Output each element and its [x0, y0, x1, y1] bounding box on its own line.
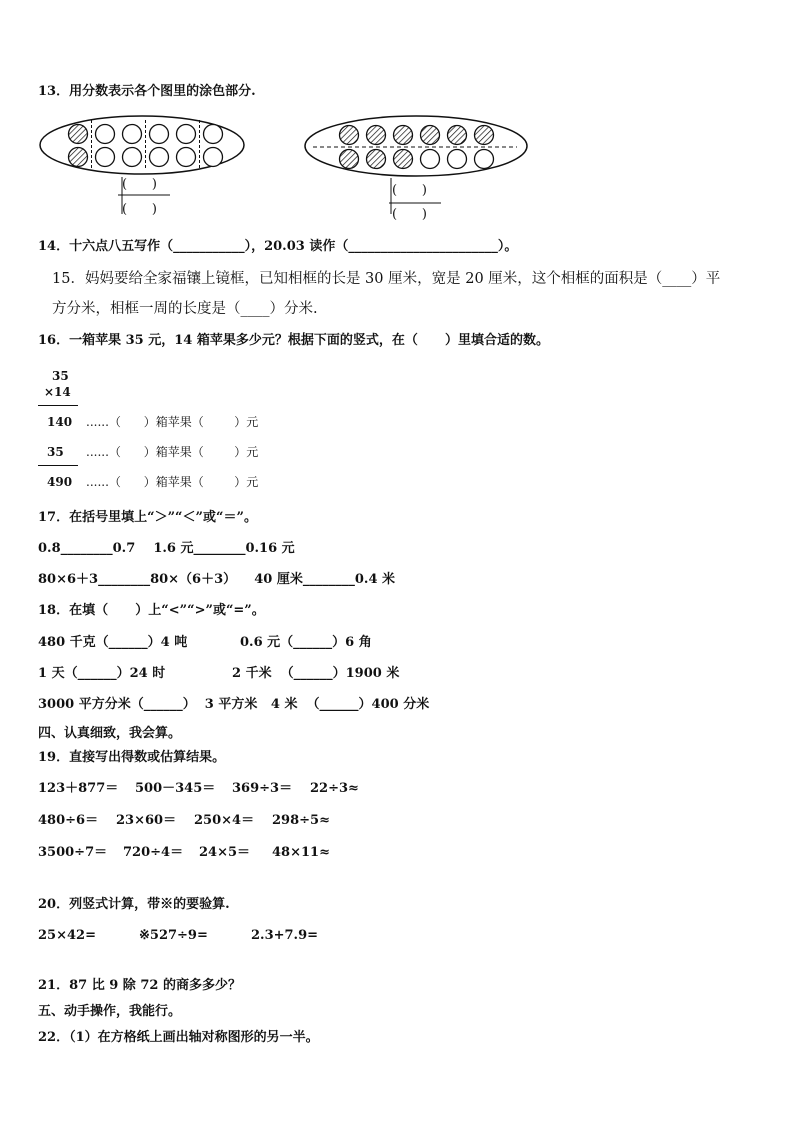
q17-line1: 0.8________0.7 1.6 元________0.16 元	[38, 541, 295, 556]
product-490: 490	[47, 475, 73, 489]
q20-stem: 20．列竖式计算，带※的要验算.	[38, 897, 230, 912]
q18-row2-left: 1 天（______）24 时	[38, 666, 166, 681]
blank-circle	[204, 125, 223, 144]
fig1-blank-denominator[interactable]: ( )	[122, 202, 157, 217]
shaded-circle	[367, 150, 386, 169]
blank-circle	[150, 148, 169, 167]
partial-product-140-note: ......（ ）箱苹果（ ）元	[86, 415, 259, 429]
q19-item: 500－345＝	[135, 781, 216, 796]
shaded-circle	[340, 126, 359, 145]
q18-row3: 3000 平方分米（______） 3 平方米 4 米 （______）400 分米	[38, 697, 430, 712]
q19-item: 480÷6＝	[38, 813, 99, 828]
fig1-blank-numerator[interactable]: ( )	[122, 177, 157, 192]
partial-product-35-note: ......（ ）箱苹果（ ）元	[86, 445, 259, 459]
blank-circle	[123, 125, 142, 144]
blank-circle	[123, 148, 142, 167]
q15-line2: 方分米，相框一周的长度是（____）分米.	[52, 301, 318, 317]
vertical-calc-rule-1	[38, 405, 78, 406]
q17-stem: 17．在括号里填上“＞”“＜”或“＝”。	[38, 510, 257, 525]
fig2-blank-denominator[interactable]: ( )	[392, 207, 427, 222]
blank-circle	[177, 148, 196, 167]
section-5-heading: 五、动手操作，我能行。	[38, 1004, 182, 1019]
q18-row1-right: 0.6 元（______）6 角	[240, 635, 372, 650]
blank-circle	[150, 125, 169, 144]
q20-item: ※527÷9=	[139, 928, 208, 943]
shaded-circle	[340, 150, 359, 169]
q21-text: 21．87 比 9 除 72 的商多多少？	[38, 978, 241, 993]
q19-item: 369÷3＝	[232, 781, 293, 796]
q18-row1-left: 480 千克（______）4 吨	[38, 635, 188, 650]
blank-circle	[475, 150, 494, 169]
q19-item: 3500÷7＝	[38, 845, 108, 860]
shaded-circle	[448, 126, 467, 145]
vertical-calc-multiplier: ×14	[44, 385, 71, 399]
q19-item: 22÷3≈	[310, 781, 359, 796]
blank-circle	[421, 150, 440, 169]
shaded-circle	[475, 126, 494, 145]
shaded-circle	[367, 126, 386, 145]
q13-stem: 13．用分数表示各个图里的涂色部分.	[38, 84, 256, 99]
product-490-note: ......（ ）箱苹果（ ）元	[86, 475, 259, 489]
q19-item: 250×4＝	[194, 813, 255, 828]
q19-item: 298÷5≈	[272, 813, 330, 828]
q19-item: 720÷4＝	[123, 845, 184, 860]
q22-text: 22．（1）在方格纸上画出轴对称图形的另一半。	[38, 1030, 319, 1045]
vertical-calc-top: 35	[52, 369, 69, 383]
q18-row2-right: 2 千米 （______）1900 米	[232, 666, 400, 681]
shaded-circle	[394, 150, 413, 169]
blank-circle	[96, 148, 115, 167]
partial-product-35: 35	[47, 445, 64, 459]
q15-line1: 15．妈妈要给全家福镶上镜框，已知相框的长是 30 厘米，宽是 20 厘米，这个相框的面积是（____）平	[52, 271, 721, 287]
q20-item: 25×42=	[38, 928, 96, 943]
q17-line2: 80×6＋3________80×（6＋3） 40 厘米________0.4 米	[38, 572, 396, 587]
shaded-circle	[69, 125, 88, 144]
blank-circle	[204, 148, 223, 167]
blank-circle	[177, 125, 196, 144]
q16-stem: 16．一箱苹果 35 元，14 箱苹果多少元？根据下面的竖式，在（ ）里填合适的数。	[38, 333, 550, 348]
vertical-calc-rule-2	[38, 465, 78, 466]
q19-item: 24×5＝	[199, 845, 251, 860]
fig2-blank-numerator[interactable]: ( )	[392, 183, 427, 198]
q20-item: 2.3+7.9=	[251, 928, 319, 943]
q19-stem: 19．直接写出得数或估算结果。	[38, 750, 226, 765]
shaded-circle	[394, 126, 413, 145]
blank-circle	[96, 125, 115, 144]
section-4-heading: 四、认真细致，我会算。	[38, 726, 182, 741]
blank-circle	[448, 150, 467, 169]
q18-stem: 18．在填（ ）上“<”“>”或“=”。	[38, 603, 265, 618]
shaded-circle	[421, 126, 440, 145]
q14-text: 14．十六点八五写作（___________），20.03 读作（_______________________）。	[38, 239, 518, 254]
shaded-circle	[69, 148, 88, 167]
q19-item: 23×60＝	[116, 813, 177, 828]
q19-item: 123＋877＝	[38, 781, 119, 796]
partial-product-140: 140	[47, 415, 73, 429]
q19-item: 48×11≈	[272, 845, 330, 860]
